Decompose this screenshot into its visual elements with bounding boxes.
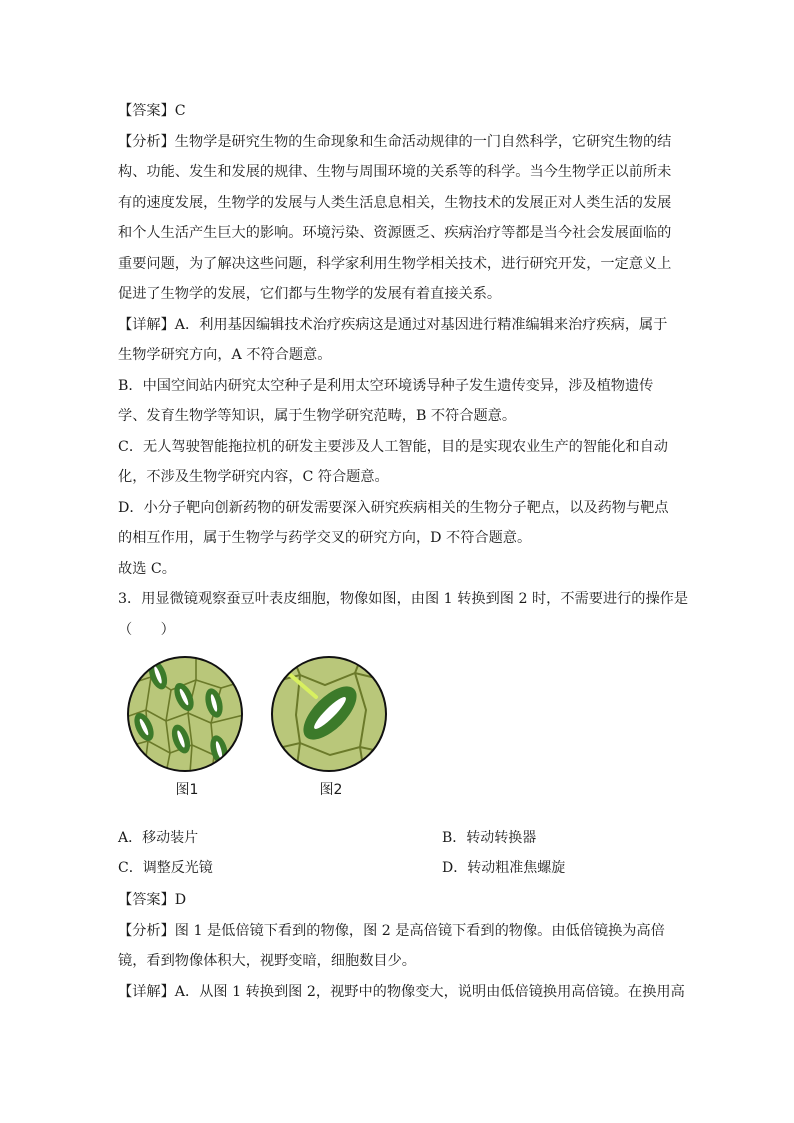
option-a: A．移动装片 [118, 830, 199, 846]
detail-line: B．中国空间站内研究太空种子是利用太空环境诱导种子发生遗传变异，涉及植物遗传 [118, 377, 654, 394]
figure-1-caption: 图1 [175, 782, 199, 798]
analysis-line: 【分析】生物学是研究生物的生命现象和生命活动规律的一门自然科学，它研究生物的结 [118, 133, 672, 150]
detail-line: 【详解】A．利用基因编辑技术治疗疾病这是通过对基因进行精准编辑来治疗疾病，属于 [118, 316, 668, 333]
answer-line: 【答案】D [118, 892, 187, 908]
analysis-line: 有的速度发展，生物学的发展与人类生活息息相关，生物技术的发展正对人类生活的发展 [118, 194, 672, 211]
detail-line: 【详解】A．从图 1 转换到图 2，视野中的物像变大，说明由低倍镜换用高倍镜。在换用高 [118, 983, 685, 1000]
question-blank: （ ） [118, 621, 175, 638]
answer-line: 【答案】C [118, 103, 186, 119]
detail-line: 化，不涉及生物学研究内容，C 符合题意。 [118, 469, 389, 485]
figure-2-caption: 图2 [319, 782, 343, 798]
figure-2 [270, 655, 392, 799]
options-grid [118, 823, 678, 885]
document-page [118, 96, 689, 1007]
analysis-line: 构、功能、发生和发展的规律、生物与周围环境的关系等的科学。当今生物学正以前所未 [118, 164, 672, 180]
detail-line: 生物学研究方向，A 不符合题意。 [118, 347, 332, 363]
figure-1 [126, 655, 248, 799]
option-b: B．转动转换器 [442, 830, 537, 846]
analysis-line: 镜，看到物像体积大，视野变暗，细胞数目少。 [118, 953, 416, 969]
detail-line: 的相互作用，属于生物学与药学交叉的研究方向，D 不符合题意。 [118, 530, 532, 546]
question-stem: 3．用显微镜观察蚕豆叶表皮细胞，物像如图，由图 1 转换到图 2 时，不需要进行的操作是 [118, 591, 689, 607]
high-power-micrograph [270, 655, 388, 773]
low-power-micrograph [126, 655, 244, 773]
option-c: C．调整反光镜 [118, 860, 213, 876]
analysis-line: 【分析】图 1 是低倍镜下看到的物像，图 2 是高倍镜下看到的物像。由低倍镜换为高倍 [118, 922, 665, 939]
analysis-line: 重要问题，为了解决这些问题，科学家利用生物学相关技术，进行研究开发，一定意义上 [118, 255, 672, 272]
detail-line: 故选 C。 [118, 560, 176, 577]
option-d: D．转动粗准焦螺旋 [442, 860, 566, 876]
detail-line: 学、发育生物学等知识，属于生物学研究范畴，B 不符合题意。 [118, 408, 517, 424]
analysis-line: 和个人生活产生巨大的影响。环境污染、资源匮乏、疾病治疗等都是当今社会发展面临的 [118, 225, 672, 241]
detail-line: D．小分子靶向创新药物的研发需要深入研究疾病相关的生物分子靶点，以及药物与靶点 [118, 499, 669, 516]
analysis-line: 促进了生物学的发展，它们都与生物学的发展有着直接关系。 [118, 286, 502, 302]
figure-row [118, 655, 678, 823]
detail-line: C．无人驾驶智能拖拉机的研发主要涉及人工智能，目的是实现农业生产的智能化和自动 [118, 438, 668, 455]
